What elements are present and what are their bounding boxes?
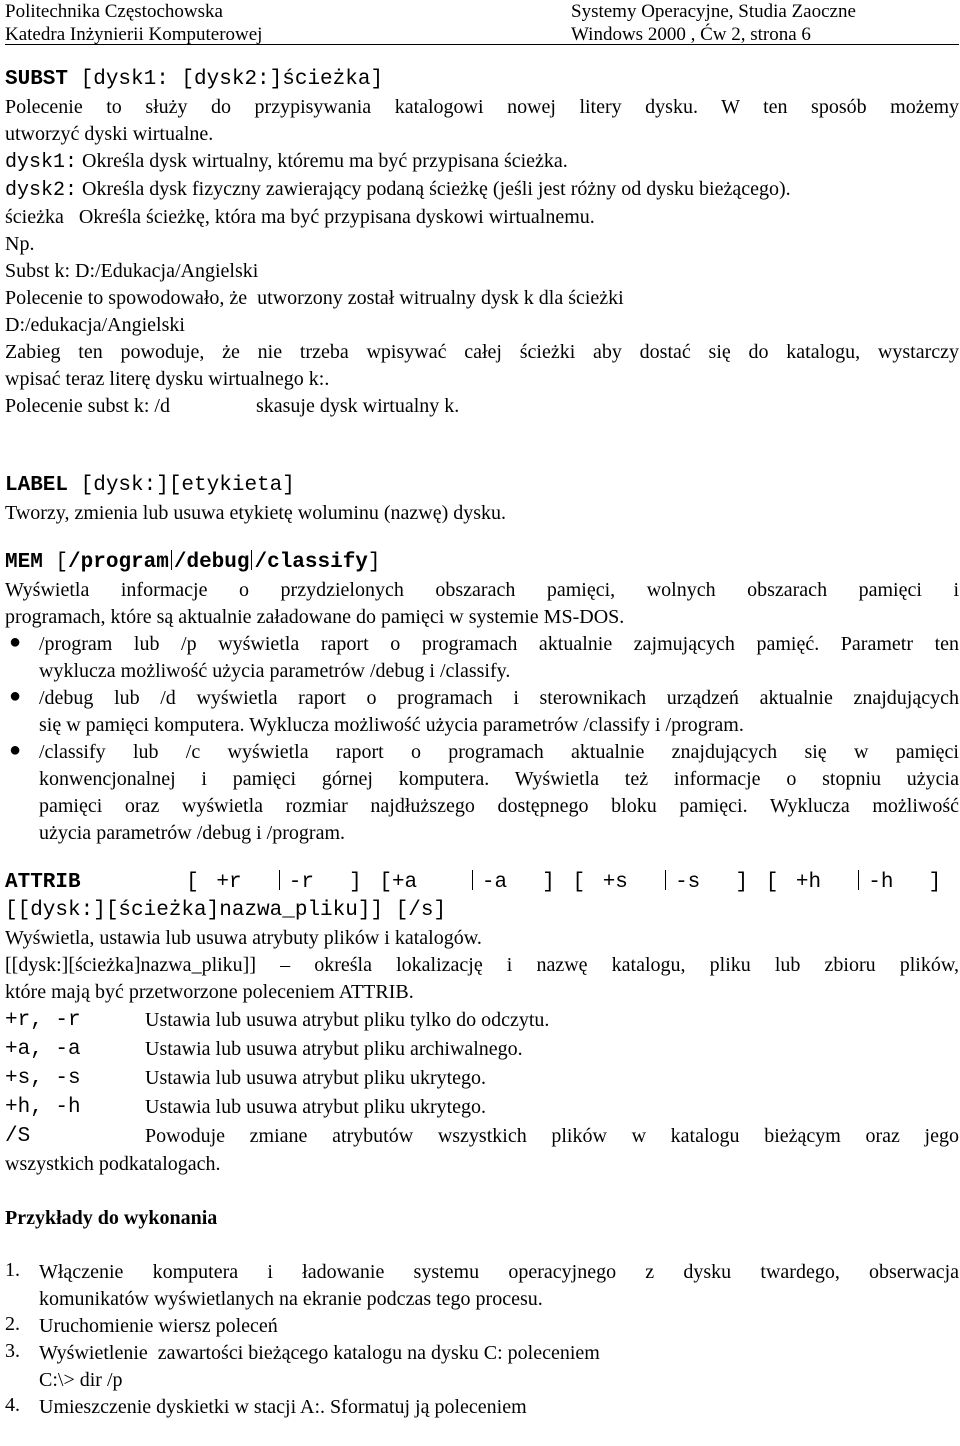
example-item-1: 1. Włączenie komputera i ładowanie systemu operacyjnego z dysku twardego, obserwacja komunikatów wyświetlanych na ekranie podczas tego procesu. bbox=[5, 1259, 959, 1310]
subst-syntax bbox=[5, 66, 959, 94]
attrib-option-subdirs: /S Powoduje zmiane atrybutów wszystkich plików w katalogu bieżącym oraz jego bbox=[5, 1125, 959, 1148]
subst-example: Subst k: D:/Edukacja/Angielski bbox=[5, 260, 259, 282]
subst-delete: Polecenie subst k: /d skasuje dysk wirtualny k. bbox=[5, 395, 460, 417]
subst-np: Np. bbox=[5, 233, 35, 255]
mem-section bbox=[5, 549, 959, 847]
attrib-section bbox=[5, 869, 959, 1178]
examples-section bbox=[5, 1205, 959, 1421]
mem-bullet-classify: ● /classify lub /c wyświetla raport o programach aktualnie znajdujących się w pamięci konwencjonalnej i pamięci górnej komputera. Wyświetla też informacje o stopniu użycia pamięci oraz wyświetla rozmiar najdłuższego dostępnego bloku pamięci. Wyklucza możliwość użycia parametrów /debug i /program. bbox=[9, 739, 959, 844]
mem-desc-line2: programach, które są aktualnie załadowane do pamięci w systemie MS-DOS. bbox=[5, 606, 625, 628]
university-name: Politechnika Częstochowska bbox=[5, 1, 223, 22]
bullet-icon: ● bbox=[9, 739, 22, 761]
subst-note-line1: Zabieg ten powoduje, że nie trzeba wpisywać całej ścieżki aby dostać się do katalogu, wystarczy bbox=[5, 341, 959, 363]
subst-note-line2: wpisać teraz literę dysku wirtualnego k:. bbox=[5, 368, 330, 390]
attrib-command: ATTRIB bbox=[5, 871, 81, 894]
mem-command: MEM bbox=[5, 551, 43, 574]
attrib-desc: Wyświetla, ustawia lub usuwa atrybuty plików i katalogów. bbox=[5, 927, 482, 949]
subst-section bbox=[5, 66, 959, 420]
subst-command: SUBST bbox=[5, 68, 69, 91]
example-item-2: 2. Uruchomienie wiersz poleceń bbox=[5, 1313, 278, 1337]
mem-bullet-debug: ● /debug lub /d wyświetla raport o programach i sterownikach urządzeń aktualnie znajdujących się w pamięci komputera. Wyklucza możliwość użycia parametrów /classify i /program. bbox=[9, 685, 959, 736]
subst-desc-line1: Polecenie to służy do przypisywania katalogowi nowej litery dysku. W ten sposób możemy bbox=[5, 96, 959, 118]
subst-param-dysk2: dysk2: Określa dysk fizyczny zawierający podaną ścieżkę (jeśli jest różny od dysku bieżącego). bbox=[5, 178, 791, 202]
department-name: Katedra Inżynierii Komputerowej bbox=[5, 24, 263, 45]
header-left bbox=[5, 0, 262, 46]
attrib-option-h: +h, -h Ustawia lub usuwa atrybut pliku ukrytego. bbox=[5, 1096, 487, 1119]
mem-bullet-program: ● /program lub /p wyświetla raport o programach aktualnie zajmujących pamięć. Parametr ten wyklucza możliwość użycia parametrów /debug i /classify. bbox=[9, 631, 959, 682]
label-syntax bbox=[5, 472, 959, 500]
attrib-syntax: ATTRIB [ +r -r ] [+a -a ] [ +s -s ] [ +h -h ] bbox=[5, 871, 942, 894]
subst-param-path: ścieżka Określa ścieżkę, która ma być przypisana dyskowi wirtualnemu. bbox=[5, 206, 595, 228]
page-header bbox=[5, 0, 959, 46]
attrib-option-a: +a, -a Ustawia lub usuwa atrybut pliku archiwalnego. bbox=[5, 1038, 523, 1061]
label-command: LABEL bbox=[5, 474, 69, 497]
example-item-4: 4. Umieszczenie dyskietki w stacji A:. Sformatuj ją poleceniem bbox=[5, 1394, 527, 1418]
attrib-path-line2: które mają być przetworzone poleceniem ATTRIB. bbox=[5, 981, 414, 1003]
label-section bbox=[5, 472, 959, 527]
attrib-option-subdirs-line2: wszystkich podkatalogach. bbox=[5, 1153, 221, 1175]
label-desc: Tworzy, zmienia lub usuwa etykietę woluminu (nazwę) dysku. bbox=[5, 502, 507, 524]
mem-syntax: MEM [/program /debug /classify] bbox=[5, 551, 381, 574]
examples-heading: Przykłady do wykonania bbox=[5, 1207, 218, 1229]
document-page bbox=[5, 0, 959, 1421]
attrib-option-s: +s, -s Ustawia lub usuwa atrybut pliku ukrytego. bbox=[5, 1067, 487, 1090]
header-right bbox=[571, 0, 856, 46]
header-rule bbox=[5, 44, 959, 45]
bullet-icon: ● bbox=[9, 631, 22, 653]
course-name: Systemy Operacyjne, Studia Zaoczne bbox=[571, 1, 856, 22]
page-info: Windows 2000 , Ćw 2, strona 6 bbox=[571, 24, 811, 45]
bullet-icon: ● bbox=[9, 685, 22, 707]
subst-result-line2: D:/edukacja/Angielski bbox=[5, 314, 185, 336]
subst-desc-line2: utworzyć dyski wirtualne. bbox=[5, 123, 214, 145]
label-args: [dysk:][etykieta] bbox=[68, 474, 295, 497]
attrib-path-line1: [[dysk:][ścieżka]nazwa_pliku]] – określa lokalizację i nazwę katalogu, pliku lub zbioru plików, bbox=[5, 954, 959, 976]
subst-result-line1: Polecenie to spowodowało, że utworzony został witrualny dysk k dla ścieżki bbox=[5, 287, 624, 309]
mem-desc-line1: Wyświetla informacje o przydzielonych obszarach pamięci, wolnych obszarach pamięci i bbox=[5, 579, 959, 601]
example-item-3: 3. Wyświetlenie zawartości bieżącego katalogu na dysku C: poleceniem C:\> dir /p bbox=[5, 1340, 600, 1391]
subst-args: [dysk1: [dysk2:]ścieżka] bbox=[68, 68, 384, 91]
attrib-option-r: +r, -r Ustawia lub usuwa atrybut pliku tylko do odczytu. bbox=[5, 1009, 550, 1032]
subst-param-dysk1: dysk1: Określa dysk wirtualny, któremu ma być przypisana ścieżka. bbox=[5, 150, 568, 174]
attrib-syntax-line2: [[dysk:][ścieżka]nazwa_pliku]] [/s] bbox=[5, 899, 447, 922]
